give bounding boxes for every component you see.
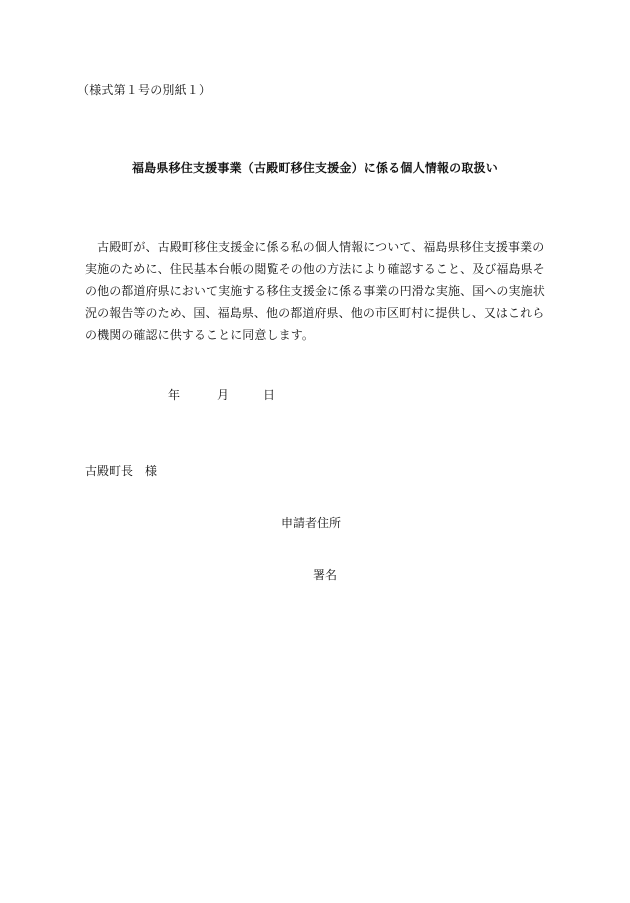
consent-line-4: 況の報告等のため、国、福島県、他の都道府県、他の市区町村に提供し、又はこれら [85,306,545,320]
signature-label: 署名 [313,568,338,582]
date-day-label: 日 [263,388,276,402]
consent-line-5: の機関の確認に供することに同意します。 [85,328,314,342]
consent-line-2: 実施のために、住民基本台帳の閲覧その他の方法により確認すること、及び福島県そ [85,262,545,276]
consent-line-3: の他の都道府県において実施する移住支援金に係る事業の円滑な実施、国への実施状 [85,284,545,298]
date-month-label: 月 [217,388,230,402]
date-year-label: 年 [168,388,181,402]
document-title: 福島県移住支援事業（古殿町移住支援金）に係る個人情報の取扱い [131,161,498,175]
applicant-address-label: 申請者住所 [281,516,342,530]
addressee: 古殿町長 様 [85,464,158,478]
consent-paragraph [85,236,560,346]
form-reference: （様式第１号の別紙１） [77,83,212,97]
consent-line-1: 古殿町が、古殿町移住支援金に係る私の個人情報について、福島県移住支援事業の [85,240,545,254]
